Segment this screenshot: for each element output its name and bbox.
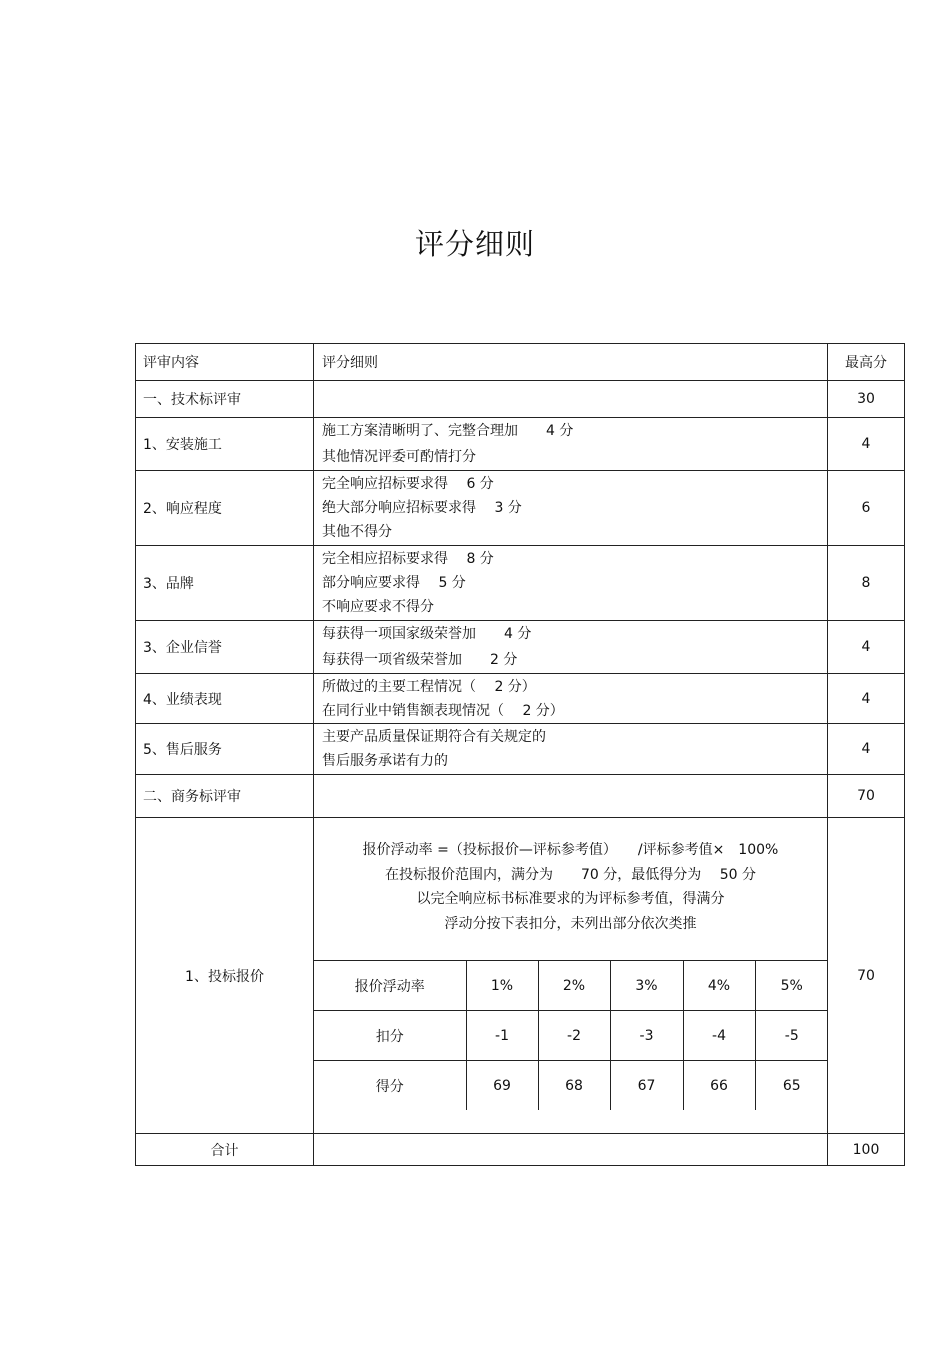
header-row [136,344,905,381]
rule-line: 主要产品质量保证期符合有关规定的 [322,729,546,745]
table-row [136,621,905,674]
deduct-cell: -4 [683,1011,755,1061]
deduct-cell: -3 [610,1011,683,1061]
section-technical-label: 一、技术标评审 [136,381,314,418]
row-max: 4 [828,621,905,674]
section-technical-row [136,381,905,418]
float-rate-table [314,960,828,1110]
row-label: 5、售后服务 [136,724,314,775]
formula-line: 报价浮动率 =（投标报价—评标参考值） /评标参考值× 100% [362,842,779,858]
rate-row [314,961,828,1011]
rate-cell: 2% [538,961,610,1011]
deduct-row [314,1011,828,1061]
row-rules [314,621,828,674]
total-label: 合计 [136,1134,314,1166]
section-business-label: 二、商务标评审 [136,775,314,818]
row-label: 4、业绩表现 [136,674,314,724]
header-content: 评审内容 [136,344,314,381]
bid-formula [314,818,827,960]
row-max: 8 [828,546,905,621]
rate-cell: 5% [755,961,828,1011]
row-max: 4 [828,418,905,471]
rule-line: 完全响应招标要求得 6 分 [322,476,494,492]
row-label: 2、响应程度 [136,471,314,546]
rule-line: 其他情况评委可酌情打分 [322,449,476,465]
deduct-cell: -1 [466,1011,538,1061]
bid-row [136,818,905,1134]
total-max: 100 [828,1134,905,1166]
deduct-cell: -2 [538,1011,610,1061]
row-label: 3、企业信誉 [136,621,314,674]
rule-line: 每获得一项省级荣誉加 2 分 [322,652,518,668]
row-rules [314,418,828,471]
rate-cell: 1% [466,961,538,1011]
deduct-cell: -5 [755,1011,828,1061]
score-cell: 65 [755,1061,828,1111]
score-cell: 68 [538,1061,610,1111]
score-row [314,1061,828,1111]
section-technical-max: 30 [828,381,905,418]
table-row [136,418,905,471]
rate-cell: 3% [610,961,683,1011]
row-label: 1、安装施工 [136,418,314,471]
deduct-label: 扣分 [314,1011,466,1061]
section-business-row [136,775,905,818]
score-label: 得分 [314,1061,466,1111]
table-row [136,546,905,621]
total-row [136,1134,905,1166]
header-rules: 评分细则 [314,344,828,381]
page-title: 评分细则 [414,227,535,261]
total-rules [314,1134,828,1166]
formula-line: 在投标报价范围内，满分为 70 分，最低得分为 50 分 [385,866,756,883]
section-business-rules [314,775,828,818]
row-label: 3、品牌 [136,546,314,621]
score-table [135,343,905,1166]
row-max: 4 [828,674,905,724]
rate-label: 报价浮动率 [314,961,466,1011]
row-rules [314,471,828,546]
rule-line: 绝大部分响应招标要求得 3 分 [322,500,522,516]
rule-line: 部分响应要求得 5 分 [322,575,466,591]
header-max: 最高分 [828,344,905,381]
rule-line: 其他不得分 [322,524,392,540]
row-rules [314,674,828,724]
table-row [136,471,905,546]
score-cell: 67 [610,1061,683,1111]
row-rules [314,546,828,621]
rule-line: 每获得一项国家级荣誉加 4 分 [322,626,532,642]
row-max: 6 [828,471,905,546]
rule-line: 不响应要求不得分 [322,599,434,615]
section-business-max: 70 [828,775,905,818]
rule-line: 完全相应招标要求得 8 分 [322,551,494,567]
row-max: 4 [828,724,905,775]
score-cell: 69 [466,1061,538,1111]
rule-line: 在同行业中销售额表现情况（ 2 分） [322,702,564,719]
formula-line: 以完全响应标书标准要求的为评标参考值，得满分 [416,891,725,907]
formula-line: 浮动分按下表扣分，未列出部分依次类推 [444,915,697,932]
bid-label: 1、投标报价 [136,818,314,1134]
table-row [136,724,905,775]
row-rules [314,724,828,775]
section-technical-rules [314,381,828,418]
rule-line: 施工方案清晰明了、完整合理加 4 分 [322,423,574,439]
rule-line: 售后服务承诺有力的 [322,753,448,769]
score-cell: 66 [683,1061,755,1111]
rule-line: 所做过的主要工程情况（ 2 分） [322,678,536,695]
bid-max: 70 [828,818,905,1134]
table-row [136,674,905,724]
bid-rules [314,818,828,1134]
rate-cell: 4% [683,961,755,1011]
